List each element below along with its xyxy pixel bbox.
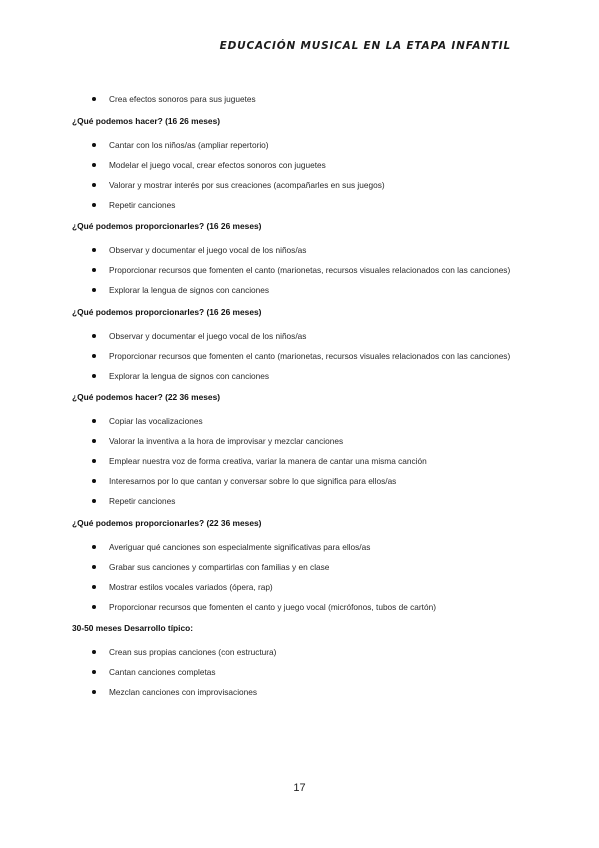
list-item-text: Interesarnos por lo que cantan y conversar sobre lo que significa para ellos/as — [109, 476, 397, 486]
list-item — [72, 159, 532, 173]
list-item — [72, 686, 532, 700]
list-item-text: Emplear nuestra voz de forma creativa, variar la manera de cantar una misma canción — [109, 456, 427, 466]
section-bullet-list — [72, 415, 532, 509]
list-item-text: Modelar el juego vocal, crear efectos sonoros con juguetes — [109, 159, 326, 170]
bullet-icon — [92, 354, 96, 358]
list-item — [72, 350, 532, 364]
list-item — [72, 561, 532, 575]
list-item — [72, 93, 532, 107]
section-heading: ¿Qué podemos proporcionarles? (16 26 meses) — [72, 306, 262, 317]
section-bullet-list — [72, 139, 532, 213]
list-item-text: Repetir canciones — [109, 199, 176, 210]
bullet-icon — [92, 565, 96, 569]
list-item — [72, 646, 532, 660]
list-item-text: Copiar las vocalizaciones — [109, 416, 203, 426]
list-item — [72, 601, 532, 615]
list-item-text: Crea efectos sonoros para sus juguetes — [109, 94, 256, 104]
list-item — [72, 139, 532, 153]
document-body — [72, 93, 532, 700]
list-item-text: Averiguar qué canciones son especialmente significativas para ellos/as — [109, 541, 371, 552]
list-item — [72, 264, 532, 278]
bullet-icon — [92, 439, 96, 443]
bullet-icon — [92, 690, 96, 694]
list-item-text: Mostrar estilos vocales variados (ópera, rap) — [109, 581, 273, 592]
bullet-icon — [92, 459, 96, 463]
bullet-icon — [92, 585, 96, 589]
list-item-text: Cantar con los niños/as (ampliar repertorio) — [109, 139, 269, 150]
list-item-text: Repetir canciones — [109, 496, 176, 506]
list-item — [72, 495, 532, 509]
bullet-icon — [92, 650, 96, 654]
bullet-icon — [92, 143, 96, 147]
bullet-icon — [92, 499, 96, 503]
list-item — [72, 284, 532, 298]
bullet-icon — [92, 203, 96, 207]
list-item — [72, 179, 532, 193]
intro-bullet-list — [72, 93, 532, 107]
list-item-text: Valorar y mostrar interés por sus creaciones (acompañarles en sus juegos) — [109, 179, 385, 190]
section-bullet-list — [72, 330, 532, 384]
list-item-text: Mezclan canciones con improvisaciones — [109, 687, 258, 697]
bullet-icon — [92, 419, 96, 423]
section-heading: ¿Qué podemos hacer? (16 26 meses) — [72, 115, 221, 126]
bullet-icon — [92, 163, 96, 167]
section-heading: ¿Qué podemos hacer? (22 36 meses) — [72, 392, 221, 402]
list-item-text: Cantan canciones completas — [109, 667, 216, 677]
list-item — [72, 330, 532, 344]
list-item-text: Grabar sus canciones y compartirlas con familias y en clase — [109, 561, 330, 572]
section-bullet-list — [72, 646, 532, 700]
list-item — [72, 455, 532, 469]
bullet-icon — [92, 605, 96, 609]
list-item — [72, 475, 532, 489]
bullet-icon — [92, 268, 96, 272]
running-header-title: EDUCACIÓN MUSICAL EN LA ETAPA INFANTIL — [219, 40, 511, 52]
list-item — [72, 244, 532, 258]
bullet-icon — [92, 670, 96, 674]
section-bullet-list — [72, 244, 532, 298]
bullet-icon — [92, 479, 96, 483]
bullet-icon — [92, 248, 96, 252]
list-item — [72, 199, 532, 213]
list-item-text: Proporcionar recursos que fomenten el canto (marionetas, recursos visuales relacionados con las canciones) — [109, 265, 511, 275]
list-item — [72, 581, 532, 595]
section-heading: ¿Qué podemos proporcionarles? (22 36 meses) — [72, 517, 262, 528]
list-item-text: Valorar la inventiva a la hora de improvisar y mezclar canciones — [109, 436, 344, 446]
bullet-icon — [92, 183, 96, 187]
list-item — [72, 435, 532, 449]
section-heading: 30-50 meses Desarrollo típico: — [72, 623, 194, 633]
list-item-text: Observar y documentar el juego vocal de los niños/as — [109, 330, 307, 341]
bullet-icon — [92, 334, 96, 338]
list-item — [72, 541, 532, 555]
section-bullet-list — [72, 541, 532, 615]
bullet-icon — [92, 288, 96, 292]
page-number: 17 — [293, 782, 306, 794]
section-heading: ¿Qué podemos proporcionarles? (16 26 meses) — [72, 221, 262, 231]
list-item-text: Crean sus propias canciones (con estructura) — [109, 647, 277, 657]
list-item — [72, 415, 532, 429]
list-item-text: Proporcionar recursos que fomenten el canto y juego vocal (micrófonos, tubos de cartón) — [109, 601, 436, 612]
bullet-icon — [92, 97, 96, 101]
list-item-text: Proporcionar recursos que fomenten el canto (marionetas, recursos visuales relacionados con las canciones) — [109, 350, 511, 361]
list-item-text: Explorar la lengua de signos con canciones — [109, 285, 270, 295]
list-item-text: Explorar la lengua de signos con canciones — [109, 370, 270, 381]
list-item — [72, 370, 532, 384]
bullet-icon — [92, 545, 96, 549]
list-item-text: Observar y documentar el juego vocal de los niños/as — [109, 245, 307, 255]
list-item — [72, 666, 532, 680]
bullet-icon — [92, 374, 96, 378]
